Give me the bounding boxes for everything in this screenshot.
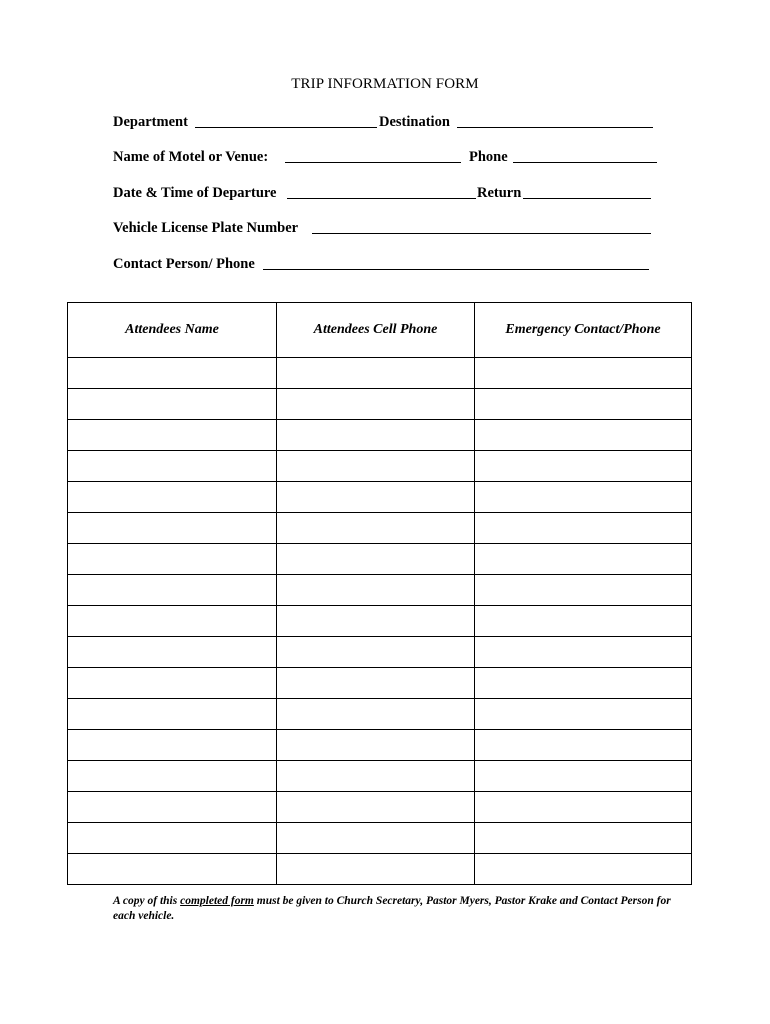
- contact-field[interactable]: [263, 269, 649, 270]
- plate-field[interactable]: [312, 233, 651, 234]
- motel-label: Name of Motel or Venue:: [113, 149, 269, 165]
- emergency-contact-cell[interactable]: [475, 544, 692, 575]
- attendee-cell-phone-cell[interactable]: [277, 389, 475, 420]
- attendee-cell-phone-cell[interactable]: [277, 699, 475, 730]
- emergency-contact-cell[interactable]: [475, 358, 692, 389]
- attendee-cell-phone-cell[interactable]: [277, 637, 475, 668]
- phone-label: Phone: [469, 149, 508, 165]
- departure-label: Date & Time of Departure: [113, 185, 277, 201]
- table-header-row: [68, 303, 692, 358]
- emergency-contact-cell[interactable]: [475, 761, 692, 792]
- emergency-contact-cell[interactable]: [475, 854, 692, 885]
- table-row: [68, 513, 692, 544]
- attendee-cell-phone-cell[interactable]: [277, 668, 475, 699]
- attendee-name-cell[interactable]: [68, 544, 277, 575]
- department-field[interactable]: [195, 127, 377, 128]
- attendee-name-cell[interactable]: [68, 420, 277, 451]
- attendee-name-cell[interactable]: [68, 451, 277, 482]
- footer-note: [113, 894, 673, 924]
- departure-field[interactable]: [287, 198, 476, 199]
- attendee-cell-phone-cell[interactable]: [277, 420, 475, 451]
- table-row: [68, 699, 692, 730]
- emergency-contact-cell[interactable]: [475, 389, 692, 420]
- attendee-name-cell[interactable]: [68, 730, 277, 761]
- table-row: [68, 854, 692, 885]
- footer-note-start: A copy of this: [113, 895, 181, 907]
- attendee-cell-phone-cell[interactable]: [277, 823, 475, 854]
- attendee-name-cell[interactable]: [68, 513, 277, 544]
- emergency-contact-cell[interactable]: [475, 451, 692, 482]
- destination-label: Destination: [379, 114, 450, 130]
- emergency-contact-cell[interactable]: [475, 730, 692, 761]
- attendee-cell-phone-cell[interactable]: [277, 854, 475, 885]
- table-row: [68, 482, 692, 513]
- table-row: [68, 668, 692, 699]
- phone-field[interactable]: [513, 162, 657, 163]
- attendee-name-cell[interactable]: [68, 575, 277, 606]
- department-destination-row: [113, 112, 658, 132]
- header-emergency-contact: Emergency Contact/Phone: [475, 303, 692, 358]
- emergency-contact-cell[interactable]: [475, 668, 692, 699]
- return-label: Return: [477, 185, 522, 201]
- header-attendees-name: Attendees Name: [68, 303, 277, 358]
- emergency-contact-cell[interactable]: [475, 482, 692, 513]
- emergency-contact-cell[interactable]: [475, 699, 692, 730]
- attendee-table-body: [68, 358, 692, 885]
- motel-field[interactable]: [285, 162, 461, 163]
- attendee-name-cell[interactable]: [68, 699, 277, 730]
- attendee-cell-phone-cell[interactable]: [277, 761, 475, 792]
- emergency-contact-cell[interactable]: [475, 792, 692, 823]
- emergency-contact-cell[interactable]: [475, 420, 692, 451]
- attendee-name-cell[interactable]: [68, 482, 277, 513]
- attendee-name-cell[interactable]: [68, 854, 277, 885]
- plate-row: [113, 218, 658, 238]
- departure-return-row: [113, 183, 658, 203]
- footer-note-emphasis: completed form: [180, 895, 254, 907]
- attendee-cell-phone-cell[interactable]: [277, 792, 475, 823]
- contact-row: [113, 254, 658, 274]
- header-attendees-cell-phone: Attendees Cell Phone: [277, 303, 475, 358]
- table-row: [68, 389, 692, 420]
- page-title: TRIP INFORMATION FORM: [291, 76, 479, 92]
- attendee-cell-phone-cell[interactable]: [277, 358, 475, 389]
- table-row: [68, 761, 692, 792]
- attendee-cell-phone-cell[interactable]: [277, 606, 475, 637]
- attendee-cell-phone-cell[interactable]: [277, 730, 475, 761]
- plate-label: Vehicle License Plate Number: [113, 220, 299, 236]
- table-row: [68, 637, 692, 668]
- emergency-contact-cell[interactable]: [475, 823, 692, 854]
- emergency-contact-cell[interactable]: [475, 606, 692, 637]
- return-field[interactable]: [523, 198, 651, 199]
- attendee-cell-phone-cell[interactable]: [277, 544, 475, 575]
- motel-phone-row: [113, 147, 658, 167]
- emergency-contact-cell[interactable]: [475, 575, 692, 606]
- attendee-name-cell[interactable]: [68, 358, 277, 389]
- attendee-name-cell[interactable]: [68, 823, 277, 854]
- footer-note-end: must be given to Church Secretary, Pastor Myers, Pastor Krake and Contact Person for each vehicle.: [113, 895, 671, 922]
- attendee-name-cell[interactable]: [68, 668, 277, 699]
- attendee-name-cell[interactable]: [68, 792, 277, 823]
- table-row: [68, 606, 692, 637]
- emergency-contact-cell[interactable]: [475, 513, 692, 544]
- table-row: [68, 575, 692, 606]
- table-row: [68, 823, 692, 854]
- attendee-cell-phone-cell[interactable]: [277, 575, 475, 606]
- table-row: [68, 358, 692, 389]
- table-row: [68, 420, 692, 451]
- destination-field[interactable]: [457, 127, 653, 128]
- attendee-name-cell[interactable]: [68, 606, 277, 637]
- table-row: [68, 451, 692, 482]
- attendee-cell-phone-cell[interactable]: [277, 451, 475, 482]
- attendee-name-cell[interactable]: [68, 389, 277, 420]
- attendee-name-cell[interactable]: [68, 637, 277, 668]
- table-row: [68, 544, 692, 575]
- attendee-cell-phone-cell[interactable]: [277, 513, 475, 544]
- emergency-contact-cell[interactable]: [475, 637, 692, 668]
- attendee-cell-phone-cell[interactable]: [277, 482, 475, 513]
- department-label: Department: [113, 114, 188, 130]
- contact-label: Contact Person/ Phone: [113, 256, 255, 272]
- attendee-table: [67, 302, 692, 885]
- table-row: [68, 730, 692, 761]
- table-row: [68, 792, 692, 823]
- attendee-name-cell[interactable]: [68, 761, 277, 792]
